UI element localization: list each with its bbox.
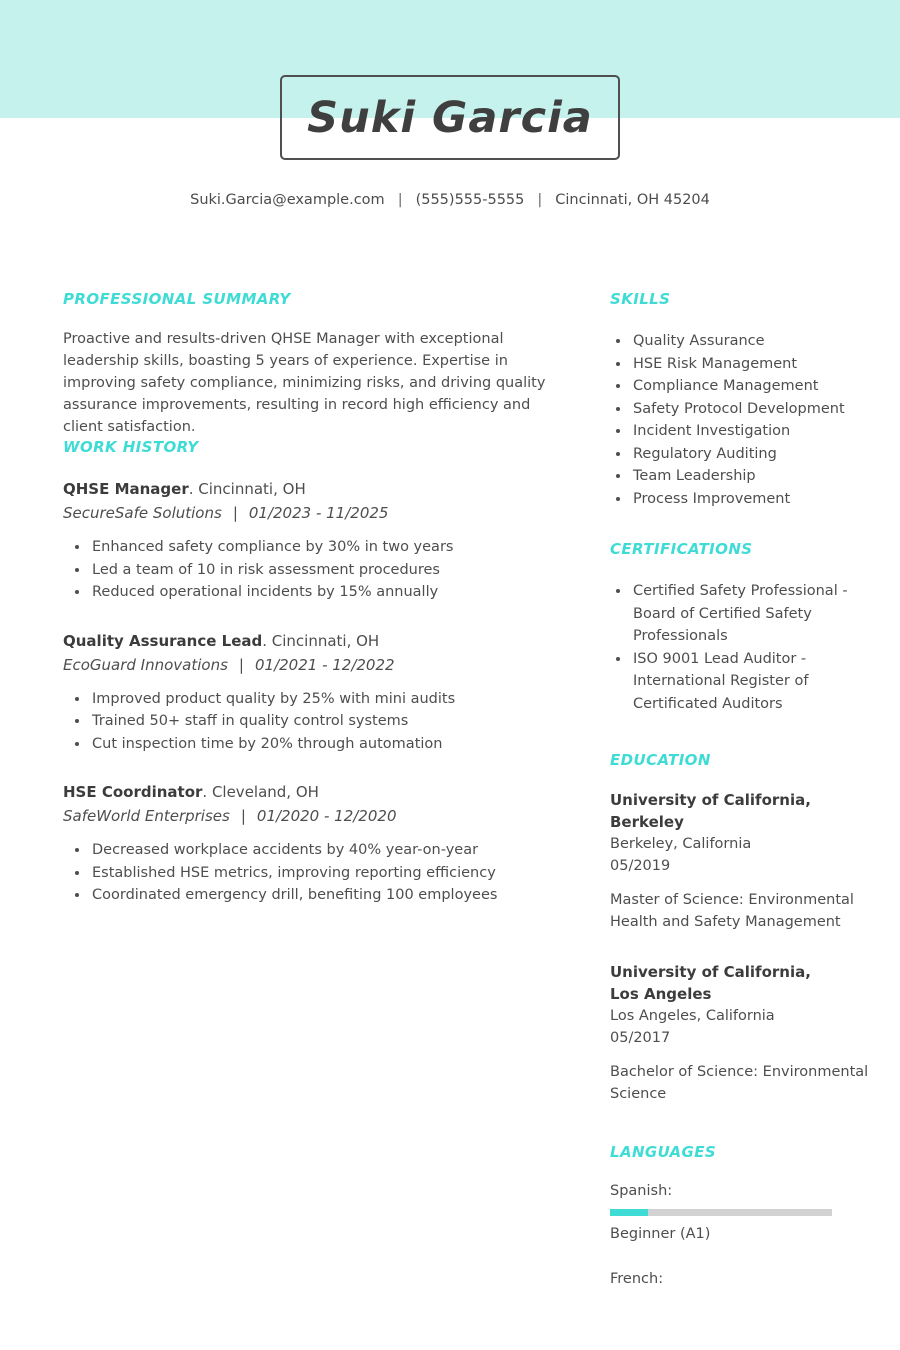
content-columns [63, 290, 882, 1289]
job-location: . Cincinnati, OH [188, 480, 306, 498]
school-location: Los Angeles, California [610, 1008, 775, 1024]
skills-section-title: SKILLS [610, 290, 671, 308]
job-company-line [63, 805, 568, 827]
summary-section-title: PROFESSIONAL SUMMARY [63, 290, 291, 308]
degree: Bachelor of Science: Environmental Science [610, 1064, 869, 1102]
job-entry [63, 478, 568, 604]
education-entry [610, 961, 882, 1105]
skill-item: • Quality Assurance [631, 330, 882, 353]
language-name: Spanish: [610, 1183, 673, 1199]
job-bullet: • Decreased workplace accidents by 40% year-on-year [90, 839, 568, 862]
certifications-list [610, 580, 882, 715]
skill-item: • Incident Investigation [631, 420, 882, 443]
school-location: Berkeley, California [610, 836, 752, 852]
job-location: . Cincinnati, OH [262, 631, 380, 650]
job-bullet-list [63, 688, 568, 756]
certification-item: • Certified Safety Professional - Board of Certified Safety Professionals [631, 580, 882, 648]
job-location: . Cleveland, OH [202, 783, 319, 801]
school-date: 05/2019 [610, 858, 671, 874]
work-history-section-title: WORK HISTORY [63, 438, 199, 456]
job-bullet: • Established HSE metrics, improving reporting efficiency [90, 862, 568, 885]
school-name: University of California, Los Angeles [610, 963, 811, 1003]
job-bullet: • Reduced operational incidents by 15% annually [90, 581, 568, 604]
job-title-line [63, 478, 568, 500]
contact-separator: | [397, 192, 403, 208]
job-entry [63, 630, 568, 756]
job-bullet-list [63, 839, 568, 907]
degree: Master of Science: Environmental Health and Safety Management [610, 892, 854, 930]
pipe-separator: | [240, 807, 246, 825]
name-box [280, 75, 620, 160]
job-bullet: • Trained 50+ staff in quality control systems [90, 710, 568, 733]
school-name: University of California, Berkeley [610, 791, 811, 831]
job-dates: 01/2020 - 12/2020 [256, 807, 397, 825]
job-title: HSE Coordinator [63, 783, 203, 801]
school-date: 05/2017 [610, 1030, 671, 1046]
contact-phone: (555)555-5555 [415, 192, 525, 208]
job-bullet: • Led a team of 10 in risk assessment procedures [90, 559, 568, 582]
contact-location: Cincinnati, OH 45204 [555, 192, 710, 208]
skill-item: • Compliance Management [631, 375, 882, 398]
languages-section-title: LANGUAGES [610, 1143, 717, 1161]
education-entry [610, 789, 882, 933]
company-name: SecureSafe Solutions [63, 504, 222, 522]
language-proficiency-fill [610, 1209, 648, 1216]
education-section-title: EDUCATION [610, 751, 711, 769]
job-bullet: • Cut inspection time by 20% through automation [90, 733, 568, 756]
language-proficiency-bar [610, 1209, 832, 1216]
language-name: French: [610, 1271, 664, 1287]
job-bullet: • Improved product quality by 25% with mini audits [90, 688, 568, 711]
language-entry [610, 1269, 882, 1289]
contact-line [0, 192, 900, 208]
skill-item: • Safety Protocol Development [631, 398, 882, 421]
contact-email: Suki.Garcia@example.com [190, 192, 385, 208]
summary-text: Proactive and results-driven QHSE Manager with exceptional leadership skills, boasting 5 years of experience. Expertise in improving safety compliance, minimizing risks, and driving quality assurance improvements, resulting in record high efficiency and client satisfaction. [63, 331, 546, 435]
certification-item: • ISO 9001 Lead Auditor - International Register of Certificated Auditors [631, 648, 882, 716]
company-name: SafeWorld Enterprises [63, 807, 230, 825]
job-bullet-list [63, 536, 568, 604]
language-level: Beginner (A1) [610, 1226, 711, 1242]
job-title: Quality Assurance Lead [63, 631, 263, 650]
skill-item: • Process Improvement [631, 488, 882, 511]
job-company-line [63, 502, 568, 524]
job-dates: 01/2021 - 12/2022 [254, 655, 395, 674]
job-company-line [63, 654, 568, 676]
skill-item: • HSE Risk Management [631, 353, 882, 376]
right-column [610, 290, 882, 1289]
pipe-separator: | [238, 655, 244, 674]
skill-item: • Team Leadership [631, 465, 882, 488]
person-name: Suki Garcia [307, 92, 593, 143]
skill-item: • Regulatory Auditing [631, 443, 882, 466]
contact-separator: | [537, 192, 543, 208]
job-title-line [63, 781, 568, 803]
certifications-section-title: CERTIFICATIONS [610, 540, 753, 558]
skills-list [610, 330, 882, 510]
company-name: EcoGuard Innovations [63, 655, 228, 674]
job-title: QHSE Manager [63, 480, 189, 498]
left-column [63, 290, 568, 1289]
job-title-line [63, 630, 568, 652]
job-dates: 01/2023 - 11/2025 [248, 504, 389, 522]
language-entry [610, 1181, 882, 1244]
job-entry [63, 781, 568, 907]
job-bullet: • Coordinated emergency drill, benefiting 100 employees [90, 884, 568, 907]
pipe-separator: | [232, 504, 238, 522]
job-bullet: • Enhanced safety compliance by 30% in two years [90, 536, 568, 559]
